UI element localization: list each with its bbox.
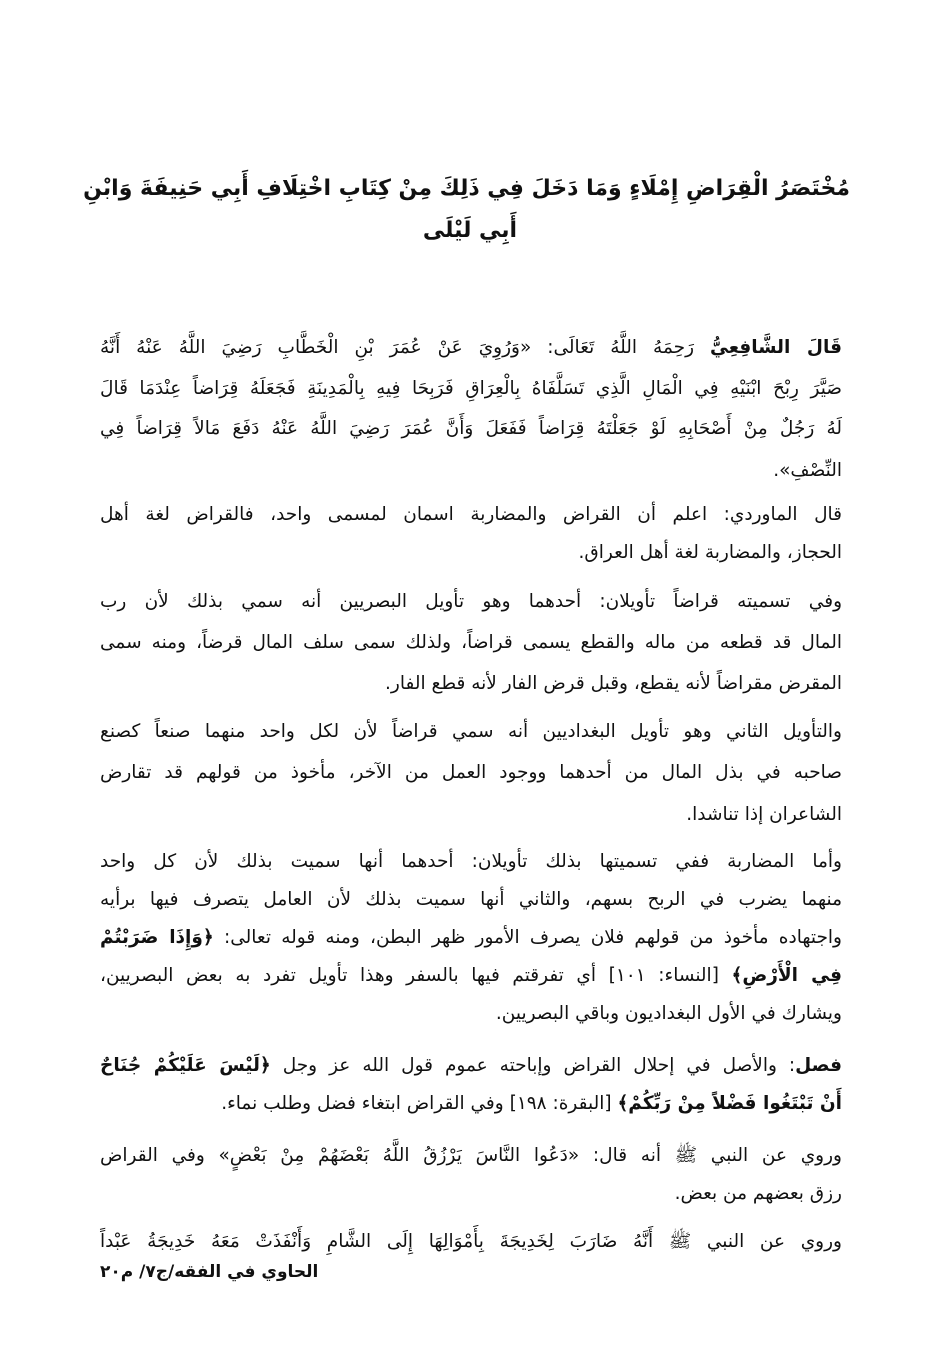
quran-quote: ﴿وَإِذَا ضَرَبْتُمْ bbox=[100, 927, 214, 948]
text-line bbox=[100, 847, 842, 877]
line-text: [البقرة: ١٩٨] وفي القراض ابتغاء فضل وطلب نماء. bbox=[221, 1093, 618, 1114]
line-text: الشاعران إذا تناشدا. bbox=[686, 804, 842, 825]
bold-text: قَالَ الشَّافِعِيُّ bbox=[710, 337, 842, 358]
line-text: والتأويل الثاني وهو تأويل البغداديين أنه سمي قراضاً لأن لكل واحد منهما صنعاً كصنع bbox=[100, 721, 842, 742]
quran-quote: ﴿لَيْسَ عَلَيْكُمْ جُنَاحٌ bbox=[100, 1055, 271, 1076]
page-footer-signature: الحاوي في الفقه/ج٧/ م٢٠ bbox=[100, 1262, 319, 1282]
text-line bbox=[100, 669, 842, 699]
text-line bbox=[100, 374, 842, 404]
text-line bbox=[100, 1227, 842, 1257]
line-text: النِّصْفِ». bbox=[773, 460, 842, 481]
text-line bbox=[100, 717, 842, 747]
line-text: وروي عن النبي ﷺ أَنَّهُ ضَارَبَ لِخَدِيجَةَ بِأَمْوَالِهَا إِلَى الشَّامِ وَأَنْفَذَتْ مَعَهُ خَدِيجَةُ عَبْداً bbox=[100, 1231, 842, 1252]
text-line bbox=[100, 961, 842, 991]
text-line bbox=[100, 587, 842, 617]
line-text: المال قد قطعه من ماله والقطع يسمى قراضاً، ولذلك سمى سلف المال قرضاً، ومنه سمى bbox=[100, 632, 842, 653]
text-line bbox=[100, 758, 842, 788]
text-line bbox=[100, 456, 842, 486]
line-text: منهما يضرب في الربح بسهم، والثاني أنها سميت بذلك لأن العامل يتصرف فيها برأيه bbox=[100, 889, 842, 910]
line-text: واجتهاده مأخوذ من قولهم فلان يصرف الأمور ظهر البطن، ومنه قوله تعالى: bbox=[213, 927, 842, 948]
line-text: صاحبه في بذل المال من أحدهما ووجود العمل من الآخر، مأخوذ من قولهم قد تقارض bbox=[100, 762, 842, 783]
line-text: صَيَّرَ رِبْحَ ابْنَيْهِ فِي الْمَالِ الَّذِي تَسَلَّفَاهُ بِالْعِرَاقِ فَرَبِحَا فِيهِ بِالْمَدِينَةِ فَجَعَلَهُ قِرَاضاً عِنْدَمَا قَالَ bbox=[100, 378, 842, 399]
line-text: ويشارك في الأول البغداديون وباقي البصريين. bbox=[495, 1003, 842, 1024]
bold-text: فصل bbox=[795, 1055, 842, 1076]
bold-text: أَنْ تَبْتَغُوا فَضْلاً مِنْ رَبِّكُمْ﴾ bbox=[617, 1093, 842, 1114]
line-text: الحجاز، والمضاربة لغة أهل العراق. bbox=[578, 542, 842, 563]
line-text: [النساء: ١٠١] أي تفرقتم فيها بالسفر وهذا تأويل تفرد به بعض البصريين، bbox=[100, 965, 732, 986]
chapter-title-line-1: مُخْتَصَرُ الْقِرَاضِ إِمْلَاءٍ وَمَا دَخَلَ فِي ذَلِكَ مِنْ كِتَابِ اخْتِلَافِ أَبِي حَنِيفَةَ وَابْنِ bbox=[83, 176, 850, 201]
chapter-title-line-2: أَبِي لَيْلَى bbox=[422, 218, 518, 243]
text-line bbox=[100, 628, 842, 658]
line-text: : والأصل في إحلال القراض وإباحته عموم قول الله عز وجل bbox=[270, 1055, 796, 1076]
bold-text: فِي الْأَرْضِ﴾ bbox=[731, 965, 842, 986]
text-line bbox=[100, 999, 842, 1029]
line-text: وفي تسميته قراضاً تأويلان: أحدهما وهو تأويل البصريين أنه سمي بذلك لأن رب bbox=[100, 591, 842, 612]
text-line bbox=[100, 923, 842, 953]
text-line bbox=[100, 1179, 842, 1209]
text-line bbox=[100, 1089, 842, 1119]
line-text: وروي عن النبي ﷺ أنه قال: «دَعُوا النَّاسَ يَرْزُقُ اللَّهُ بَعْضَهُمْ مِنْ بَعْضٍ» وفي القراض bbox=[100, 1145, 842, 1166]
text-line bbox=[100, 885, 842, 915]
text-line bbox=[100, 538, 842, 568]
text-line bbox=[100, 800, 842, 830]
text-line bbox=[100, 333, 842, 363]
line-text: وأما المضاربة ففي تسميتها بذلك تأويلان: أحدهما أنها سميت بذلك لأن كل واحد bbox=[100, 851, 842, 872]
text-line bbox=[100, 1141, 842, 1171]
text-line bbox=[100, 500, 842, 530]
line-text: قال الماوردي: اعلم أن القراض والمضاربة اسمان لمسمى واحد، فالقراض لغة أهل bbox=[100, 504, 842, 525]
text-line bbox=[100, 1051, 842, 1081]
line-text: رزق بعضهم من بعض. bbox=[674, 1183, 842, 1204]
line-text: رَحِمَهُ اللَّهُ تَعَالَى: «وَرُوِيَ عَنْ عُمَرَ بْنِ الْخَطَّابِ رَضِيَ اللَّهُ عَنْهُ أَنَّهُ bbox=[100, 337, 711, 358]
line-text: المقرض مقراضاً لأنه يقطع، وقبل قرض الفار لأنه قطع الفار. bbox=[385, 673, 842, 694]
text-line bbox=[100, 414, 842, 444]
line-text: لَهُ رَجُلٌ مِنْ أَصْحَابِهِ لَوْ جَعَلْتَهُ قِرَاضاً فَفَعَلَ وَأَنَّ عُمَرَ رَضِيَ اللَّهُ عَنْهُ دَفَعَ مَالاً قِرَاضاً فِي bbox=[100, 418, 842, 439]
